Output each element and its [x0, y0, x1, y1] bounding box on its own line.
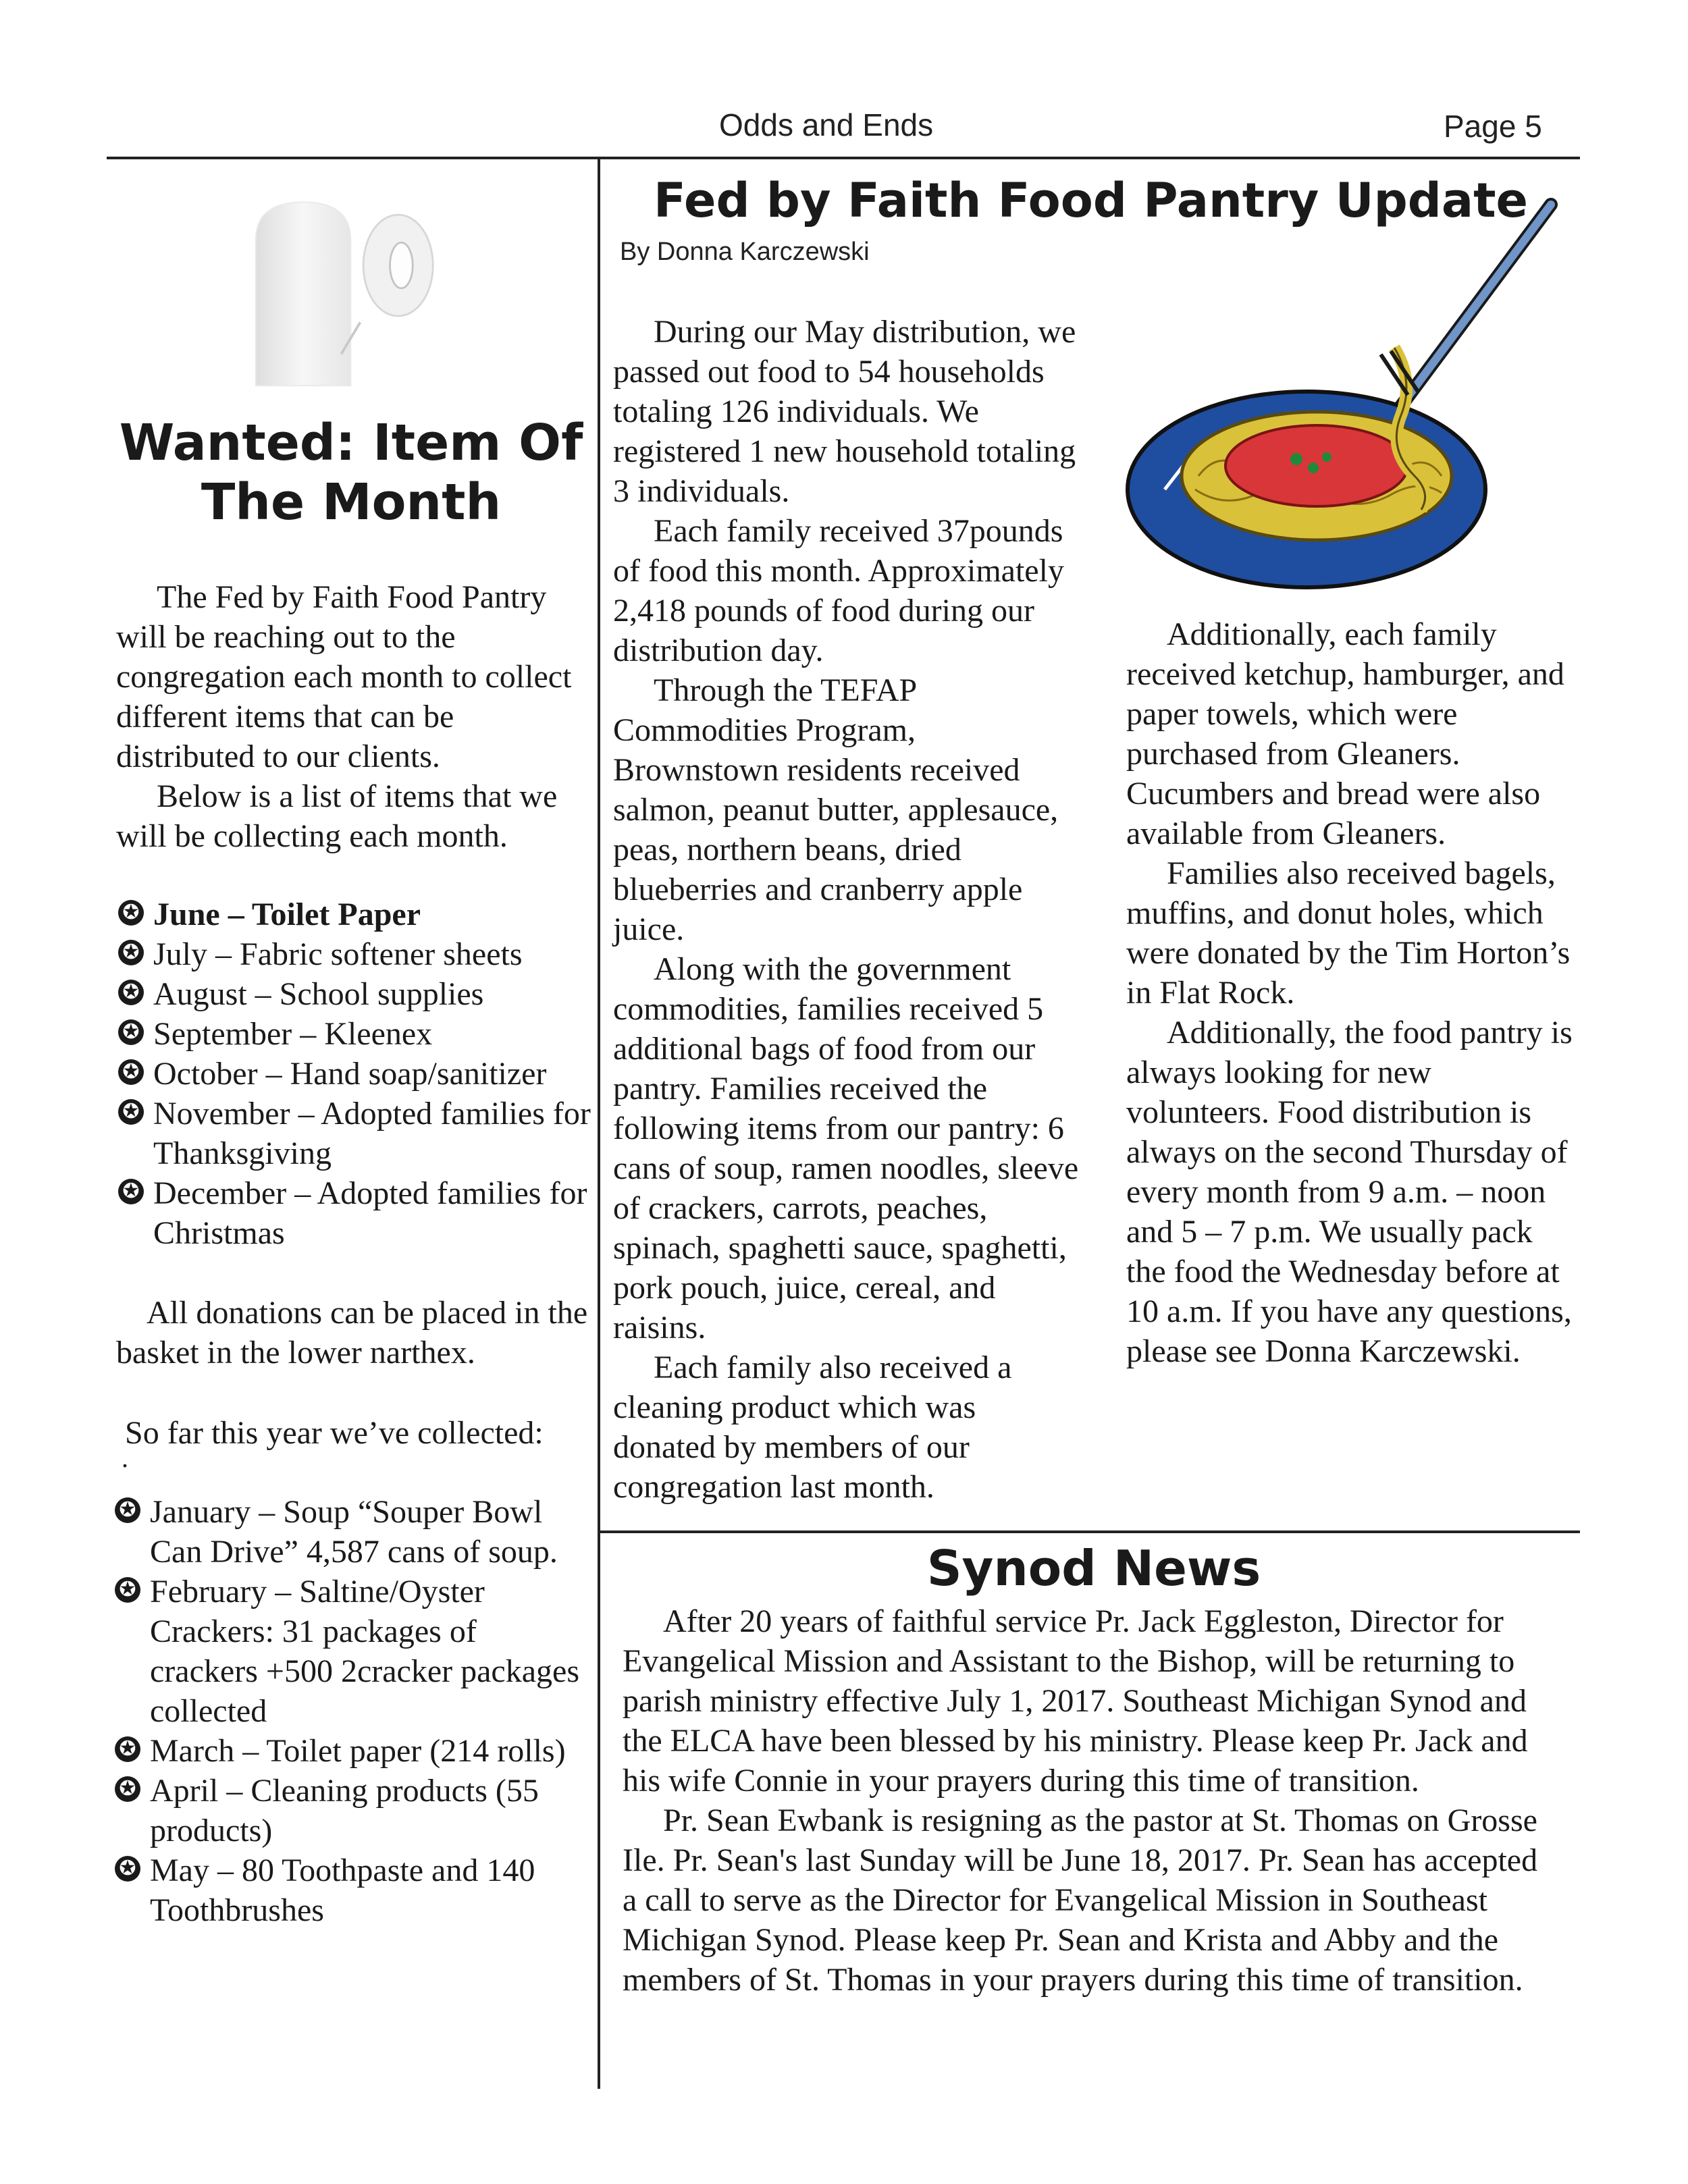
pantry-byline: By Donna Karczewski — [620, 238, 870, 266]
synod-paragraph: After 20 years of faithful service Pr. Jack Eggleston, Director for Evangelical Mission and Assistant to the Bishop, will be returning to parish ministry effective July 1, 2017. Southeast Michigan Synod and the ELCA have been blessed by his ministry. Please keep Pr. Jack and his wife Connie in your prayers during this time of transition. — [623, 1603, 1528, 1799]
star-bullet-icon: ✪ — [118, 1059, 144, 1085]
page-number: Page 5 — [1444, 109, 1542, 144]
item-of-month-title — [118, 413, 584, 532]
section-title: Odds and Ends — [719, 107, 934, 142]
list-item: ✪ September – Kleenex — [118, 1014, 591, 1054]
star-bullet-icon: ✪ — [118, 940, 144, 965]
star-bullet-icon: ✪ — [118, 900, 144, 926]
synod-title: Synod News — [926, 1540, 1261, 1597]
column-divider — [598, 158, 600, 2089]
star-bullet-icon: ✪ — [115, 1577, 140, 1603]
toilet-paper-icon — [243, 189, 446, 405]
collecting-paragraph: Below is a list of items that we will be collecting each month. — [116, 778, 558, 854]
list-item: ✪ November – Adopted families for Thanksgiving — [118, 1094, 591, 1173]
pantry-paragraph: Each family also received a cleaning product which was donated by members of our congregation last month. — [613, 1350, 1012, 1505]
list-item: ✪ January – Soup “Souper Bowl Can Drive” 4,587 cans of soup. — [115, 1492, 591, 1572]
star-bullet-icon: ✪ — [115, 1497, 140, 1523]
spaghetti-plate-icon — [1124, 192, 1563, 597]
star-bullet-icon: ✪ — [118, 1099, 144, 1125]
star-bullet-icon: ✪ — [115, 1856, 140, 1882]
star-bullet-icon: ✪ — [118, 1019, 144, 1045]
star-bullet-icon: ✪ — [118, 980, 144, 1005]
upcoming-items-list — [118, 895, 591, 1253]
list-item: ✪ August – School supplies — [118, 974, 591, 1014]
list-item: ✪ October – Hand soap/sanitizer — [118, 1054, 591, 1094]
list-item: ✪ May – 80 Toothpaste and 140 Toothbrushes — [115, 1850, 591, 1930]
item-of-month-title-line2: The Month — [201, 473, 502, 531]
synod-body — [623, 1601, 1554, 2000]
list-item: ✪ June – Toilet Paper — [118, 895, 591, 934]
synod-rule — [598, 1530, 1580, 1533]
intro-paragraph: The Fed by Faith Food Pantry will be reaching out to the congregation each month to collect different items that can be distributed to our clients. — [116, 579, 572, 774]
pantry-paragraph: During our May distribution, we passed out food to 54 households totaling 126 individuals. We registered 1 new household totaling 3 individuals. — [613, 314, 1076, 509]
pantry-paragraph: Through the TEFAP Commodities Program, Brownstown residents received salmon, peanut butter, applesauce, peas, northern beans, dried blueberries and cranberry apple juice. — [613, 672, 1059, 947]
list-item: ✪ December – Adopted families for Christmas — [118, 1173, 591, 1253]
pantry-paragraph: Along with the government commodities, families received 5 additional bags of food from our pantry. Families received the following items from our pantry: 6 cans of soup, ramen noodles, sleeve of crackers, carrots, peaches, spinach, spaghetti sauce, spaghetti, pork pouch, juice, cereal, and raisins. — [613, 951, 1079, 1346]
list-item: ✪ April – Cleaning products (55 products) — [115, 1771, 591, 1850]
list-item: ✪ February – Saltine/Oyster Crackers: 31 packages of crackers +500 2cracker packages collected — [115, 1572, 591, 1731]
pantry-paragraph: Additionally, the food pantry is always looking for new volunteers. Food distribution is always on the second Thursday of every month from 9 a.m. – noon and 5 – 7 p.m. We usually pack the food the Wednesday before at 10 a.m. If you have any questions, please see Donna Karczewski. — [1126, 1015, 1573, 1369]
pantry-title: Fed by Faith Food Pantry Update — [654, 173, 1528, 228]
star-bullet-icon: ✪ — [115, 1736, 140, 1762]
collected-dot: . — [122, 1443, 128, 1473]
item-of-month-body — [116, 577, 589, 856]
pantry-paragraph: Each family received 37pounds of food this month. Approximately 2,418 pounds of food during our distribution day. — [613, 513, 1064, 668]
collected-items-list — [115, 1492, 591, 1930]
donations-note: All donations can be placed in the basket in the lower narthex. — [116, 1295, 588, 1370]
header-rule — [107, 157, 1580, 159]
star-bullet-icon: ✪ — [115, 1776, 140, 1802]
pantry-column-2 — [1126, 614, 1580, 1371]
pantry-paragraph: Families also received bagels, muffins, and donut holes, which were donated by the Tim Horton’s in Flat Rock. — [1126, 855, 1571, 1011]
star-bullet-icon: ✪ — [118, 1179, 144, 1204]
pantry-paragraph: Additionally, each family received ketchup, hamburger, and paper towels, which were purchased from Gleaners. Cucumbers and bread were also available from Gleaners. — [1126, 616, 1564, 851]
list-item: ✪ March – Toilet paper (214 rolls) — [115, 1731, 591, 1771]
list-item: ✪ July – Fabric softener sheets — [118, 934, 591, 974]
pantry-column-1 — [613, 312, 1079, 1507]
item-of-month-title-line1: Wanted: Item Of — [119, 414, 583, 472]
collected-heading: So far this year we’ve collected: — [125, 1415, 544, 1451]
synod-paragraph: Pr. Sean Ewbank is resigning as the pastor at St. Thomas on Grosse Ile. Pr. Sean's last Sunday will be June 18, 2017. Pr. Sean has accepted a call to serve as the Director for Evangelical Mission in Southeast Michigan Synod. Please keep Pr. Sean and Krista and Abby and the members of St. Thomas in your prayers during this time of transition. — [623, 1803, 1538, 1998]
